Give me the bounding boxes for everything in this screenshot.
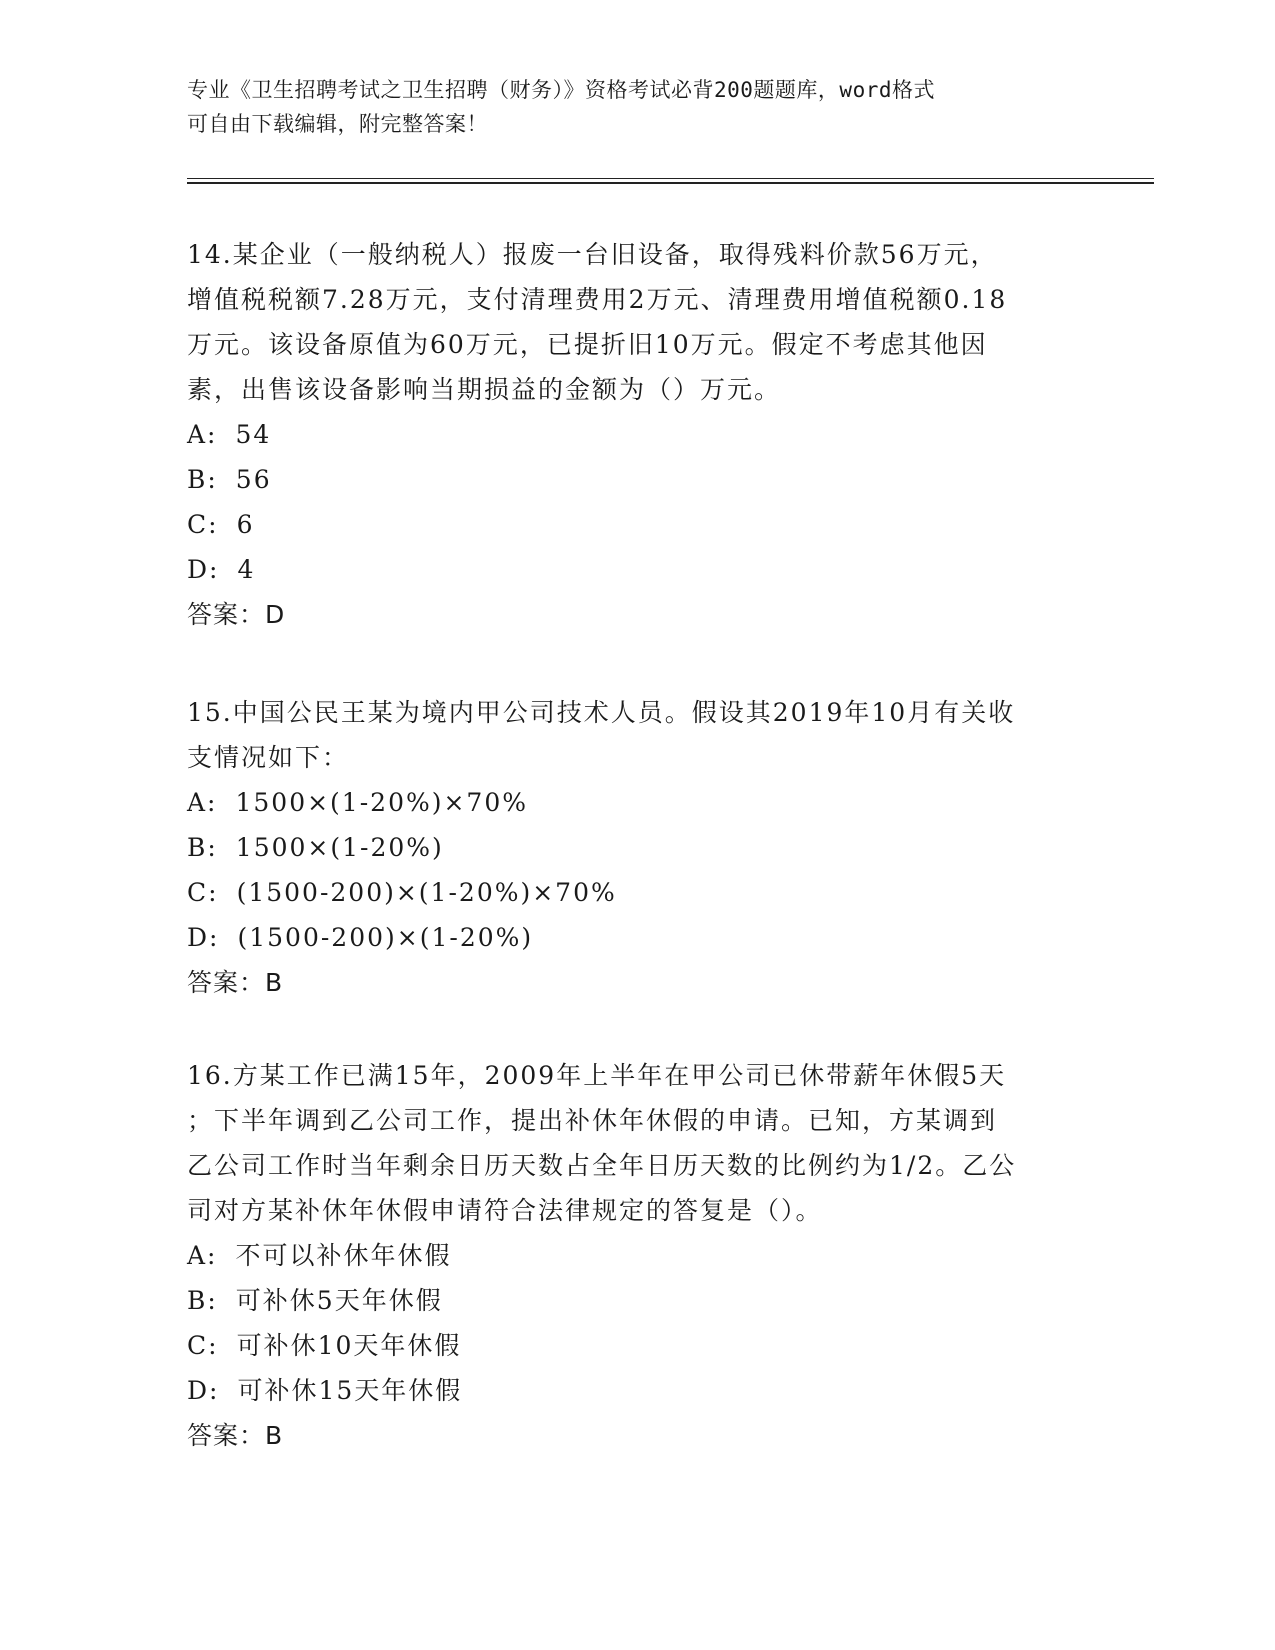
- option-b: [187, 825, 1087, 870]
- option-text: 1500×(1-20%): [235, 833, 444, 862]
- question-line: 14.某企业（一般纳税人）报废一台旧设备，取得残料价款56万元，: [187, 240, 998, 269]
- question-line: 增值税税额7.28万元，支付清理费用2万元、清理费用增值税额0.18: [187, 285, 1008, 314]
- option-text: 不可以补休年休假: [235, 1241, 452, 1270]
- header-divider-thick: [187, 182, 1154, 184]
- option-key: B:: [187, 1286, 218, 1315]
- answer-line: 答案：B: [187, 1421, 284, 1450]
- option-key: C:: [187, 878, 219, 907]
- document-header: [187, 73, 1087, 141]
- question-line: 16.方某工作已满15年，2009年上半年在甲公司已休带薪年休假5天: [187, 1061, 1007, 1090]
- option-text: 6: [236, 510, 255, 539]
- option-text: 可补休15天年休假: [237, 1376, 463, 1405]
- question-line: 素，出售该设备影响当期损益的金额为（）万元。: [187, 375, 782, 404]
- question-stem: [187, 1053, 1087, 1233]
- option-key: B:: [187, 465, 218, 494]
- question-line: 万元。该设备原值为60万元，已提折旧10万元。假定不考虑其他因: [187, 330, 988, 359]
- option-key: D:: [187, 923, 220, 952]
- question-14: [187, 232, 1087, 637]
- option-a: [187, 1233, 1087, 1278]
- option-key: D:: [187, 1376, 220, 1405]
- question-stem: [187, 232, 1087, 412]
- header-line-1: 专业《卫生招聘考试之卫生招聘（财务）》资格考试必背200题题库，word格式: [187, 78, 935, 102]
- option-b: [187, 457, 1087, 502]
- option-d: [187, 915, 1087, 960]
- option-key: A:: [187, 420, 218, 449]
- option-text: 可补休5天年休假: [235, 1286, 443, 1315]
- option-text: 可补休10天年休假: [236, 1331, 462, 1360]
- option-text: 56: [235, 465, 272, 494]
- option-c: [187, 870, 1087, 915]
- answer-line: 答案：D: [187, 600, 286, 629]
- question-line: ；下半年调到乙公司工作，提出补休年休假的申请。已知，方某调到: [187, 1106, 998, 1135]
- option-text: (1500-200)×(1-20%): [237, 923, 534, 952]
- question-16: [187, 1053, 1087, 1458]
- option-text: (1500-200)×(1-20%)×70%: [236, 878, 617, 907]
- option-key: B:: [187, 833, 218, 862]
- option-d: [187, 547, 1087, 592]
- option-key: A:: [187, 788, 218, 817]
- answer-line: 答案：B: [187, 968, 284, 997]
- question-line: 乙公司工作时当年剩余日历天数占全年日历天数的比例约为1/2。乙公: [187, 1151, 1017, 1180]
- header-divider-thin: [187, 178, 1154, 179]
- header-line-2: 可自由下载编辑，附完整答案！: [187, 112, 488, 136]
- option-text: 1500×(1-20%)×70%: [235, 788, 528, 817]
- option-c: [187, 1323, 1087, 1368]
- option-key: C:: [187, 1331, 219, 1360]
- option-text: 54: [235, 420, 272, 449]
- option-a: [187, 412, 1087, 457]
- option-c: [187, 502, 1087, 547]
- option-b: [187, 1278, 1087, 1323]
- option-text: 4: [237, 555, 256, 584]
- option-d: [187, 1368, 1087, 1413]
- question-stem: [187, 690, 1087, 780]
- question-line: 15.中国公民王某为境内甲公司技术人员。假设其2019年10月有关收: [187, 698, 1016, 727]
- question-15: [187, 690, 1087, 1005]
- option-a: [187, 780, 1087, 825]
- question-line: 司对方某补休年休假申请符合法律规定的答复是（）。: [187, 1196, 823, 1225]
- option-key: C:: [187, 510, 219, 539]
- option-key: A:: [187, 1241, 218, 1270]
- question-line: 支情况如下：: [187, 743, 350, 772]
- option-key: D:: [187, 555, 220, 584]
